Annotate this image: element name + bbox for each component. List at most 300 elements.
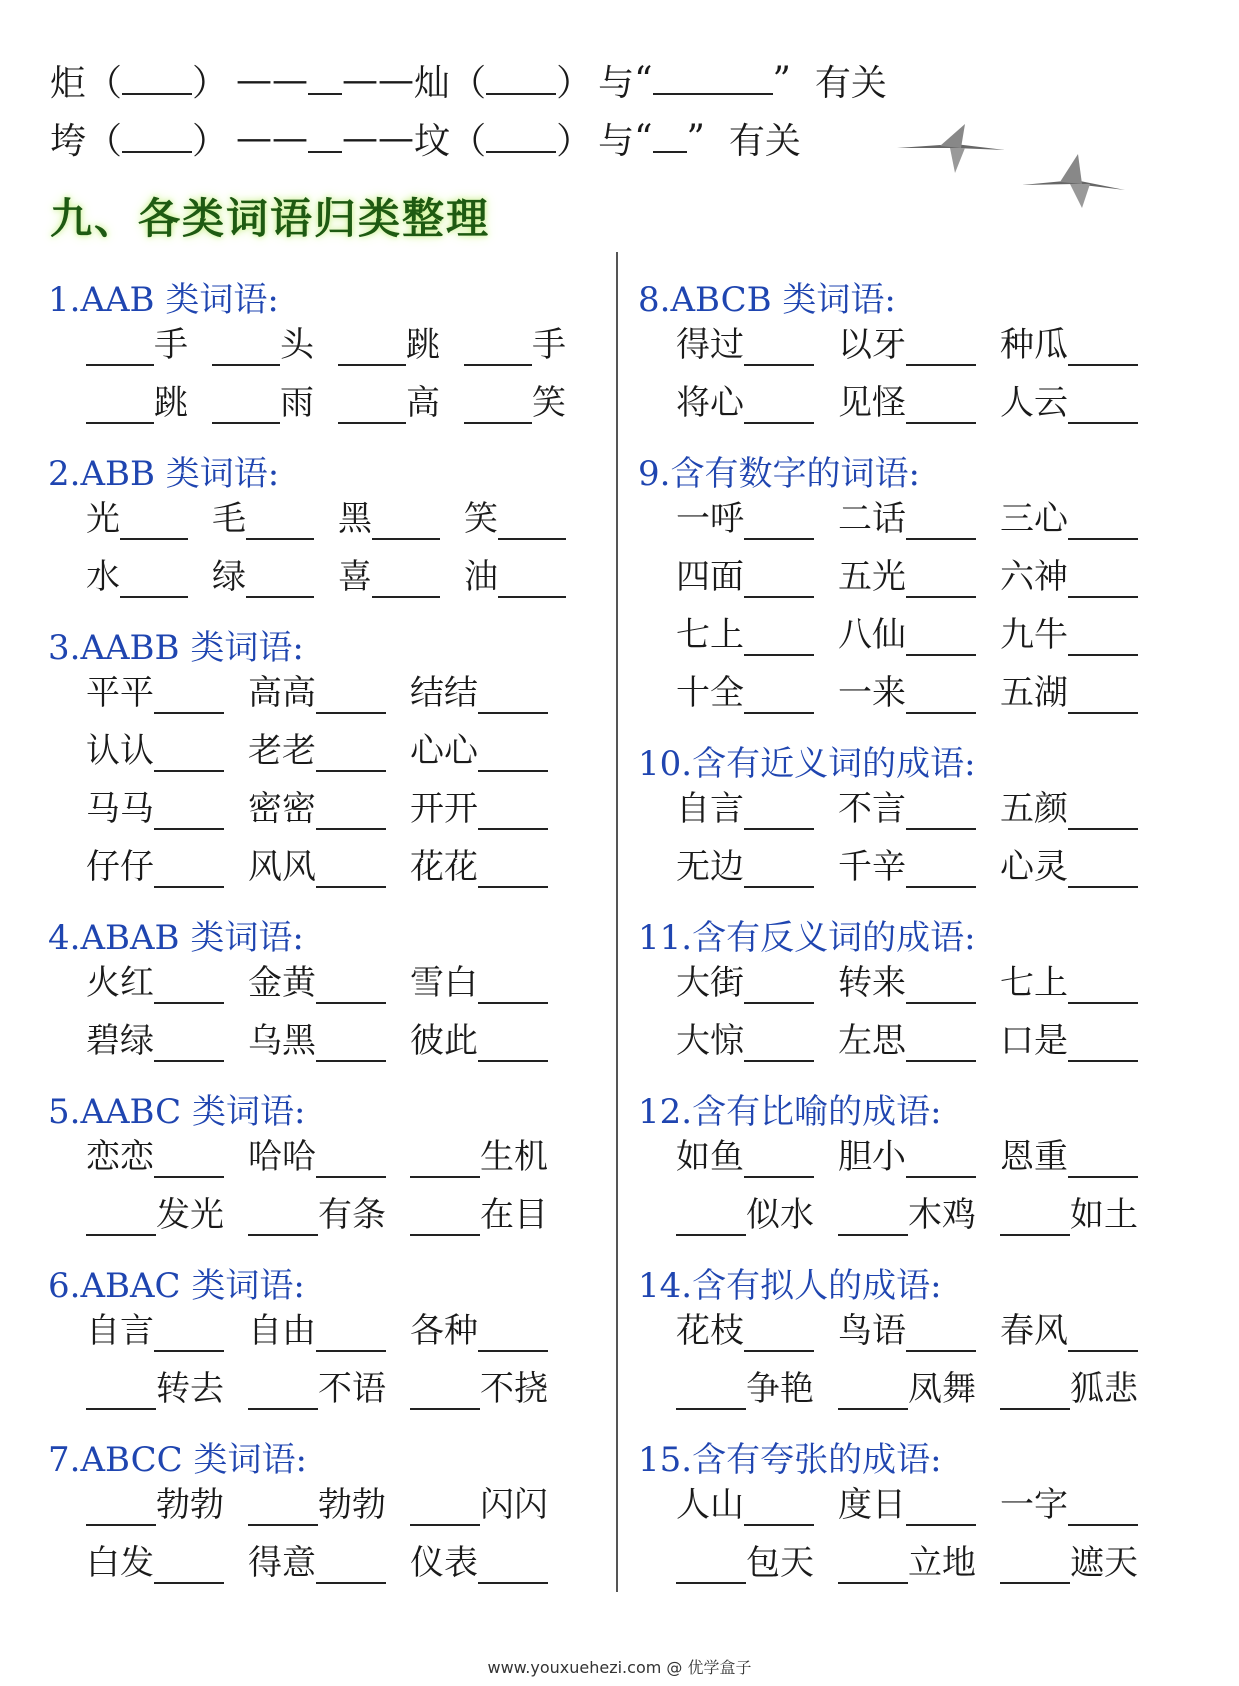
answer-blank[interactable] bbox=[1068, 968, 1138, 1004]
answer-blank[interactable] bbox=[1000, 1548, 1070, 1584]
word-part: 仔仔 bbox=[86, 847, 154, 887]
answer-blank[interactable] bbox=[1068, 1026, 1138, 1062]
word-part: 黑 bbox=[338, 499, 372, 539]
answer-blank[interactable] bbox=[86, 388, 154, 424]
section-heading: 12.含有比喻的成语: bbox=[638, 1092, 942, 1132]
fill-item bbox=[86, 790, 224, 830]
answer-blank[interactable] bbox=[906, 504, 976, 540]
fill-item bbox=[1000, 558, 1138, 598]
fill-item bbox=[1000, 674, 1138, 714]
fill-item bbox=[676, 326, 814, 366]
word-part: 结结 bbox=[410, 673, 478, 713]
answer-blank[interactable] bbox=[653, 123, 687, 153]
word-part: 五颜 bbox=[1000, 789, 1068, 829]
answer-blank[interactable] bbox=[1068, 1316, 1138, 1352]
answer-blank[interactable] bbox=[372, 562, 440, 598]
section-heading: 3.AABB 类词语: bbox=[48, 628, 304, 668]
answer-blank[interactable] bbox=[1068, 388, 1138, 424]
answer-blank[interactable] bbox=[338, 330, 406, 366]
fill-item bbox=[464, 500, 566, 540]
word-part: 密密 bbox=[248, 789, 316, 829]
fill-item bbox=[410, 1138, 548, 1178]
word-part: 油 bbox=[464, 557, 498, 597]
answer-blank[interactable] bbox=[478, 736, 548, 772]
section-heading: 14.含有拟人的成语: bbox=[638, 1266, 942, 1306]
answer-blank[interactable] bbox=[316, 736, 386, 772]
answer-blank[interactable] bbox=[906, 1026, 976, 1062]
answer-blank[interactable] bbox=[1068, 562, 1138, 598]
answer-blank[interactable] bbox=[744, 1316, 814, 1352]
answer-blank[interactable] bbox=[410, 1374, 480, 1410]
fill-item bbox=[838, 616, 976, 656]
answer-blank[interactable] bbox=[122, 123, 192, 153]
answer-blank[interactable] bbox=[744, 1026, 814, 1062]
answer-blank[interactable] bbox=[744, 388, 814, 424]
word-part: 花枝 bbox=[676, 1311, 744, 1351]
fill-item bbox=[676, 1022, 814, 1062]
word-part: 得过 bbox=[676, 325, 744, 365]
word-part: 喜 bbox=[338, 557, 372, 597]
answer-blank[interactable] bbox=[744, 678, 814, 714]
crane-icon bbox=[895, 118, 1015, 178]
word-part: 彼此 bbox=[410, 1021, 478, 1061]
word-part: 左思 bbox=[838, 1021, 906, 1061]
word-part: 手 bbox=[532, 325, 566, 365]
answer-blank[interactable] bbox=[676, 1200, 746, 1236]
paren: （ bbox=[450, 120, 487, 162]
answer-blank[interactable] bbox=[653, 65, 773, 95]
word-part: 无边 bbox=[676, 847, 744, 887]
fill-item bbox=[676, 558, 814, 598]
fill-item bbox=[838, 1312, 976, 1352]
answer-blank[interactable] bbox=[1068, 1490, 1138, 1526]
fill-item bbox=[86, 1544, 224, 1584]
answer-blank[interactable] bbox=[486, 123, 556, 153]
word-part: 手 bbox=[154, 325, 188, 365]
fill-item bbox=[838, 848, 976, 888]
word-part: 度日 bbox=[838, 1485, 906, 1525]
answer-blank[interactable] bbox=[410, 1142, 480, 1178]
word-part: 遮天 bbox=[1070, 1543, 1138, 1583]
word-part: 千辛 bbox=[838, 847, 906, 887]
word-part: 有条 bbox=[318, 1195, 386, 1235]
answer-blank[interactable] bbox=[372, 504, 440, 540]
fill-item bbox=[676, 1138, 814, 1178]
answer-blank[interactable] bbox=[676, 1548, 746, 1584]
answer-blank[interactable] bbox=[316, 1142, 386, 1178]
answer-blank[interactable] bbox=[154, 1316, 224, 1352]
answer-blank[interactable] bbox=[86, 330, 154, 366]
answer-blank[interactable] bbox=[316, 678, 386, 714]
answer-blank[interactable] bbox=[906, 1490, 976, 1526]
word-part: 口是 bbox=[1000, 1021, 1068, 1061]
answer-blank[interactable] bbox=[308, 123, 342, 153]
word-part: 五湖 bbox=[1000, 673, 1068, 713]
text: 与 bbox=[598, 120, 635, 162]
paren: ） bbox=[192, 62, 229, 104]
word-part: 高 bbox=[406, 383, 440, 423]
answer-blank[interactable] bbox=[744, 794, 814, 830]
section-heading: 8.ABCB 类词语: bbox=[638, 280, 896, 320]
word-part: 十全 bbox=[676, 673, 744, 713]
answer-blank[interactable] bbox=[906, 794, 976, 830]
answer-blank[interactable] bbox=[316, 794, 386, 830]
answer-blank[interactable] bbox=[1068, 330, 1138, 366]
answer-blank[interactable] bbox=[744, 504, 814, 540]
fill-item bbox=[676, 1312, 814, 1352]
word-part: 恋恋 bbox=[86, 1137, 154, 1177]
dash: —— bbox=[236, 59, 309, 101]
answer-blank[interactable] bbox=[838, 1548, 908, 1584]
fill-item bbox=[1000, 848, 1138, 888]
word-part: 心灵 bbox=[1000, 847, 1068, 887]
quote: “ bbox=[634, 117, 653, 159]
crane-icon bbox=[1020, 150, 1130, 210]
fill-item bbox=[338, 384, 440, 424]
answer-blank[interactable] bbox=[154, 852, 224, 888]
word-part: 光 bbox=[86, 499, 120, 539]
fill-item bbox=[1000, 1544, 1138, 1584]
fill-item bbox=[86, 1022, 224, 1062]
answer-blank[interactable] bbox=[308, 65, 342, 95]
fill-item bbox=[838, 326, 976, 366]
section-heading: 5.AABC 类词语: bbox=[48, 1092, 306, 1132]
fill-item bbox=[838, 964, 976, 1004]
answer-blank[interactable] bbox=[316, 1548, 386, 1584]
answer-blank[interactable] bbox=[906, 1142, 976, 1178]
word-part: 立地 bbox=[908, 1543, 976, 1583]
quote: ” bbox=[772, 59, 791, 101]
word-part: 狐悲 bbox=[1070, 1369, 1138, 1409]
word-part: 春风 bbox=[1000, 1311, 1068, 1351]
answer-blank[interactable] bbox=[154, 678, 224, 714]
word-part: 闪闪 bbox=[480, 1485, 548, 1525]
fill-item bbox=[338, 326, 440, 366]
answer-blank[interactable] bbox=[154, 1142, 224, 1178]
answer-blank[interactable] bbox=[464, 388, 532, 424]
fill-item bbox=[410, 1544, 548, 1584]
footer-credit: www.youxuehezi.com @ 优学盒子 bbox=[487, 1658, 752, 1677]
answer-blank[interactable] bbox=[154, 968, 224, 1004]
fill-item bbox=[248, 674, 386, 714]
word-part: 跳 bbox=[406, 325, 440, 365]
fill-item bbox=[1000, 1486, 1138, 1526]
section-heading: 1.AAB 类词语: bbox=[48, 280, 279, 320]
fill-item bbox=[410, 1312, 548, 1352]
word-part: 七上 bbox=[1000, 963, 1068, 1003]
fill-item bbox=[410, 790, 548, 830]
char: 垮 bbox=[50, 120, 87, 162]
word-part: 四面 bbox=[676, 557, 744, 597]
answer-blank[interactable] bbox=[1068, 794, 1138, 830]
fill-item bbox=[248, 1196, 386, 1236]
answer-blank[interactable] bbox=[410, 1490, 480, 1526]
fill-item bbox=[676, 848, 814, 888]
text: 有关 bbox=[728, 120, 801, 162]
section-title: 九、各类词语归类整理 bbox=[50, 194, 491, 243]
answer-blank[interactable] bbox=[1000, 1374, 1070, 1410]
answer-blank[interactable] bbox=[744, 968, 814, 1004]
section-heading: 6.ABAC 类词语: bbox=[48, 1266, 305, 1306]
answer-blank[interactable] bbox=[906, 678, 976, 714]
char: 坟 bbox=[414, 120, 451, 162]
answer-blank[interactable] bbox=[478, 794, 548, 830]
fill-item bbox=[838, 1022, 976, 1062]
answer-blank[interactable] bbox=[498, 562, 566, 598]
word-part: 平平 bbox=[86, 673, 154, 713]
word-part: 不言 bbox=[838, 789, 906, 829]
fill-item bbox=[86, 732, 224, 772]
answer-blank[interactable] bbox=[906, 1316, 976, 1352]
answer-blank[interactable] bbox=[316, 1316, 386, 1352]
section-heading: 10.含有近义词的成语: bbox=[638, 744, 976, 784]
answer-blank[interactable] bbox=[316, 852, 386, 888]
answer-blank[interactable] bbox=[246, 562, 314, 598]
answer-blank[interactable] bbox=[248, 1200, 318, 1236]
word-part: 一字 bbox=[1000, 1485, 1068, 1525]
answer-blank[interactable] bbox=[248, 1374, 318, 1410]
fill-item bbox=[410, 1022, 548, 1062]
word-part: 木鸡 bbox=[908, 1195, 976, 1235]
fill-item bbox=[410, 674, 548, 714]
word-part: 鸟语 bbox=[838, 1311, 906, 1351]
fill-item bbox=[86, 326, 188, 366]
answer-blank[interactable] bbox=[478, 852, 548, 888]
fill-item bbox=[676, 790, 814, 830]
paren: ） bbox=[556, 62, 593, 104]
word-part: 高高 bbox=[248, 673, 316, 713]
fill-item bbox=[838, 558, 976, 598]
fill-item bbox=[212, 326, 314, 366]
fill-item bbox=[248, 848, 386, 888]
fill-item bbox=[838, 1138, 976, 1178]
word-part: 金黄 bbox=[248, 963, 316, 1003]
answer-blank[interactable] bbox=[906, 388, 976, 424]
section-heading: 4.ABAB 类词语: bbox=[48, 918, 304, 958]
answer-blank[interactable] bbox=[744, 1142, 814, 1178]
word-part: 认认 bbox=[86, 731, 154, 771]
fill-item bbox=[410, 848, 548, 888]
fill-item bbox=[464, 326, 566, 366]
answer-blank[interactable] bbox=[120, 504, 188, 540]
word-part: 得意 bbox=[248, 1543, 316, 1583]
answer-blank[interactable] bbox=[316, 1026, 386, 1062]
fill-item bbox=[676, 1370, 814, 1410]
fill-item bbox=[1000, 1138, 1138, 1178]
answer-blank[interactable] bbox=[744, 330, 814, 366]
section-heading: 2.ABB 类词语: bbox=[48, 454, 280, 494]
answer-blank[interactable] bbox=[154, 1026, 224, 1062]
word-part: 九牛 bbox=[1000, 615, 1068, 655]
fill-item bbox=[86, 674, 224, 714]
answer-blank[interactable] bbox=[744, 620, 814, 656]
word-part: 不挠 bbox=[480, 1369, 548, 1409]
text: 与 bbox=[598, 62, 635, 104]
answer-blank[interactable] bbox=[744, 852, 814, 888]
word-part: 争艳 bbox=[746, 1369, 814, 1409]
answer-blank[interactable] bbox=[478, 1026, 548, 1062]
fill-item bbox=[410, 1196, 548, 1236]
word-part: 自言 bbox=[676, 789, 744, 829]
word-part: 开开 bbox=[410, 789, 478, 829]
fill-item bbox=[676, 964, 814, 1004]
word-part: 转去 bbox=[156, 1369, 224, 1409]
answer-blank[interactable] bbox=[498, 504, 566, 540]
answer-blank[interactable] bbox=[906, 330, 976, 366]
answer-blank[interactable] bbox=[906, 852, 976, 888]
word-part: 一来 bbox=[838, 673, 906, 713]
section-heading: 9.含有数字的词语: bbox=[638, 454, 920, 494]
word-part: 凤舞 bbox=[908, 1369, 976, 1409]
answer-blank[interactable] bbox=[122, 65, 192, 95]
paren: （ bbox=[450, 62, 487, 104]
answer-blank[interactable] bbox=[676, 1374, 746, 1410]
answer-blank[interactable] bbox=[744, 1490, 814, 1526]
word-part: 一呼 bbox=[676, 499, 744, 539]
word-part: 马马 bbox=[86, 789, 154, 829]
answer-blank[interactable] bbox=[478, 1316, 548, 1352]
section-heading: 7.ABCC 类词语: bbox=[48, 1440, 307, 1480]
fill-item bbox=[410, 1370, 548, 1410]
answer-blank[interactable] bbox=[1068, 1142, 1138, 1178]
answer-blank[interactable] bbox=[86, 1490, 156, 1526]
section-heading: 15.含有夸张的成语: bbox=[638, 1440, 942, 1480]
word-part: 各种 bbox=[410, 1311, 478, 1351]
dash: —— bbox=[342, 59, 415, 101]
answer-blank[interactable] bbox=[154, 1548, 224, 1584]
word-part: 白发 bbox=[86, 1543, 154, 1583]
word-part: 以牙 bbox=[838, 325, 906, 365]
word-part: 如鱼 bbox=[676, 1137, 744, 1177]
answer-blank[interactable] bbox=[906, 620, 976, 656]
word-part: 包天 bbox=[746, 1543, 814, 1583]
answer-blank[interactable] bbox=[1068, 852, 1138, 888]
word-part: 生机 bbox=[480, 1137, 548, 1177]
answer-blank[interactable] bbox=[1000, 1200, 1070, 1236]
fill-item bbox=[1000, 500, 1138, 540]
word-part: 将心 bbox=[676, 383, 744, 423]
answer-blank[interactable] bbox=[906, 562, 976, 598]
fill-item bbox=[86, 1196, 224, 1236]
word-part: 大惊 bbox=[676, 1021, 744, 1061]
word-part: 心心 bbox=[410, 731, 478, 771]
fill-item bbox=[410, 964, 548, 1004]
fill-item bbox=[676, 384, 814, 424]
paren: ） bbox=[556, 120, 593, 162]
fill-item bbox=[248, 1022, 386, 1062]
fill-item bbox=[410, 732, 548, 772]
fill-item bbox=[212, 384, 314, 424]
answer-blank[interactable] bbox=[744, 562, 814, 598]
word-part: 火红 bbox=[86, 963, 154, 1003]
answer-blank[interactable] bbox=[212, 330, 280, 366]
answer-blank[interactable] bbox=[154, 736, 224, 772]
column-divider bbox=[616, 252, 618, 1592]
fill-item bbox=[410, 1486, 548, 1526]
answer-blank[interactable] bbox=[1068, 678, 1138, 714]
paren: （ bbox=[86, 62, 123, 104]
fill-item bbox=[86, 964, 224, 1004]
word-part: 在目 bbox=[480, 1195, 548, 1235]
fill-item bbox=[248, 732, 386, 772]
fill-item bbox=[86, 384, 188, 424]
word-part: 六神 bbox=[1000, 557, 1068, 597]
fill-item bbox=[212, 500, 314, 540]
word-part: 哈哈 bbox=[248, 1137, 316, 1177]
quote: “ bbox=[634, 59, 653, 101]
word-part: 恩重 bbox=[1000, 1137, 1068, 1177]
word-part: 勃勃 bbox=[318, 1485, 386, 1525]
answer-blank[interactable] bbox=[478, 968, 548, 1004]
answer-blank[interactable] bbox=[838, 1200, 908, 1236]
answer-blank[interactable] bbox=[1068, 504, 1138, 540]
answer-blank[interactable] bbox=[246, 504, 314, 540]
word-part: 勃勃 bbox=[156, 1485, 224, 1525]
word-part: 大街 bbox=[676, 963, 744, 1003]
word-part: 似水 bbox=[746, 1195, 814, 1235]
word-part: 五光 bbox=[838, 557, 906, 597]
fill-item bbox=[464, 384, 566, 424]
answer-blank[interactable] bbox=[1068, 620, 1138, 656]
answer-blank[interactable] bbox=[464, 330, 532, 366]
answer-blank[interactable] bbox=[338, 388, 406, 424]
answer-blank[interactable] bbox=[86, 1200, 156, 1236]
answer-blank[interactable] bbox=[212, 388, 280, 424]
fill-item bbox=[838, 1544, 976, 1584]
fill-item bbox=[464, 558, 566, 598]
dash: —— bbox=[236, 117, 309, 159]
fill-item bbox=[86, 1486, 224, 1526]
word-part: 毛 bbox=[212, 499, 246, 539]
quote: ” bbox=[686, 117, 705, 159]
answer-blank[interactable] bbox=[478, 678, 548, 714]
word-part: 人云 bbox=[1000, 383, 1068, 423]
answer-blank[interactable] bbox=[154, 794, 224, 830]
word-part: 跳 bbox=[154, 383, 188, 423]
fill-item bbox=[1000, 1312, 1138, 1352]
word-part: 人山 bbox=[676, 1485, 744, 1525]
fill-item bbox=[838, 790, 976, 830]
fill-item bbox=[838, 500, 976, 540]
answer-blank[interactable] bbox=[410, 1200, 480, 1236]
answer-blank[interactable] bbox=[86, 1374, 156, 1410]
word-part: 雪白 bbox=[410, 963, 478, 1003]
fill-item bbox=[248, 1544, 386, 1584]
answer-blank[interactable] bbox=[478, 1548, 548, 1584]
fill-item bbox=[676, 1544, 814, 1584]
fill-item bbox=[838, 674, 976, 714]
word-part: 乌黑 bbox=[248, 1021, 316, 1061]
word-part: 种瓜 bbox=[1000, 325, 1068, 365]
fill-item bbox=[248, 1370, 386, 1410]
word-part: 八仙 bbox=[838, 615, 906, 655]
answer-blank[interactable] bbox=[248, 1490, 318, 1526]
answer-blank[interactable] bbox=[838, 1374, 908, 1410]
text: 有关 bbox=[814, 62, 887, 104]
fill-item bbox=[1000, 1196, 1138, 1236]
answer-blank[interactable] bbox=[906, 968, 976, 1004]
answer-blank[interactable] bbox=[486, 65, 556, 95]
word-part: 三心 bbox=[1000, 499, 1068, 539]
answer-blank[interactable] bbox=[120, 562, 188, 598]
fill-item bbox=[1000, 384, 1138, 424]
intro-row-1 bbox=[50, 52, 887, 108]
word-part: 水 bbox=[86, 557, 120, 597]
fill-item bbox=[676, 616, 814, 656]
fill-item bbox=[248, 1138, 386, 1178]
answer-blank[interactable] bbox=[316, 968, 386, 1004]
word-part: 转来 bbox=[838, 963, 906, 1003]
